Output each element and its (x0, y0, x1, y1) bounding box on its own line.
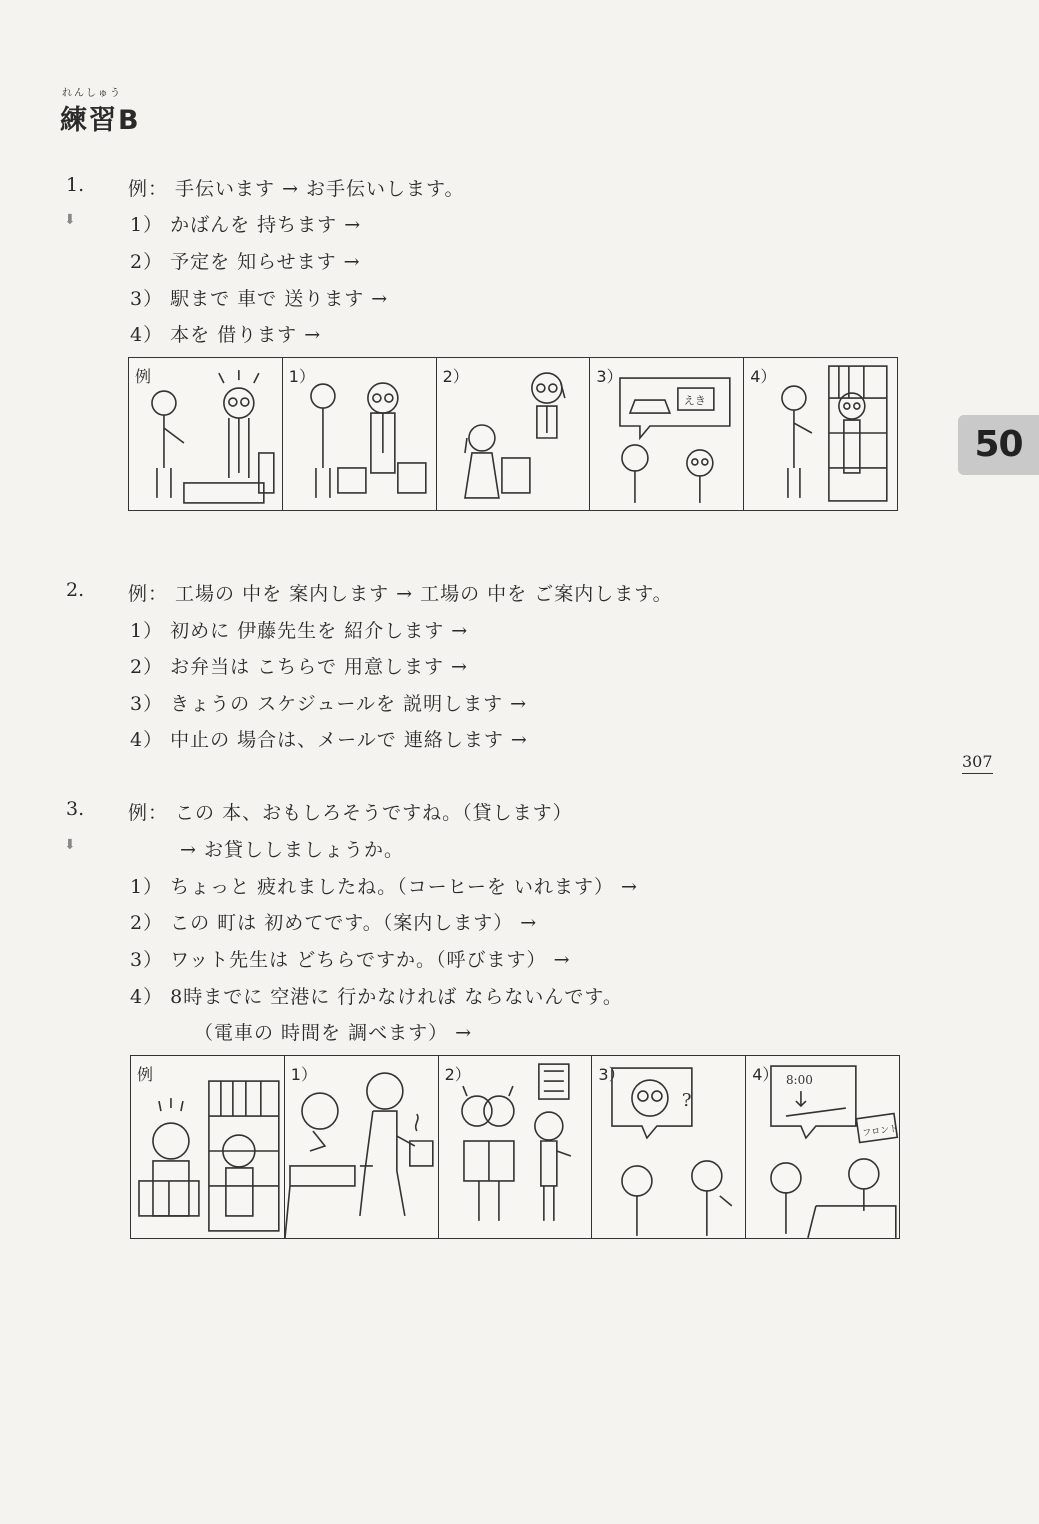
exercise-2-example: 例： 工場の 中を 案内します → 工場の 中を ご案内します。 (128, 583, 673, 605)
exercise-2-item: 4） 中止の 場合は、メールで 連絡します → (130, 729, 528, 751)
exercise-2-item: 1） 初めに 伊藤先生を 紹介します → (130, 620, 469, 642)
exercise-3-item: 2） この 町は 初めてです。（案内します） → (130, 912, 538, 934)
exercise-1-example: 例： 手伝います → お手伝いします。 (128, 178, 465, 200)
exercise-1-number: 1. (66, 174, 85, 196)
panel-label: 3） (598, 1065, 625, 1084)
illustration-panel (746, 1056, 899, 1238)
illustration-panel (285, 1056, 439, 1238)
call-teacher-illustration (592, 1056, 745, 1238)
illustration-panel (131, 1056, 285, 1238)
panel-label: 2） (442, 367, 469, 386)
down-arrow-icon: ⬇ (64, 212, 76, 228)
exercise-1-illustration-strip (128, 357, 898, 511)
exercise-3-item: 3） ワット先生は どちらですか。（呼びます） → (130, 949, 571, 971)
illustration-panel (283, 358, 437, 510)
town-map-illustration (439, 1056, 592, 1238)
drive-to-station-illustration (590, 358, 743, 510)
front-desk-sign-text: フロント (862, 1124, 899, 1140)
page-number: 307 (962, 752, 993, 774)
station-sign-text: えき (684, 394, 707, 408)
airport-schedule-illustration (746, 1056, 899, 1238)
panel-label: 4） (750, 367, 777, 386)
exercise-3-item: 4） 8時までに 空港に 行かなければ ならないんです。 (130, 986, 623, 1008)
exercise-1-item: 4） 本を 借ります → (130, 324, 322, 346)
clock-text: 8:00 (786, 1073, 814, 1088)
exercise-3-illustration-strip (130, 1055, 900, 1239)
exercise-2-item: 3） きょうの スケジュールを 説明します → (130, 693, 528, 715)
borrowing-book-illustration (744, 358, 897, 510)
illustration-panel (590, 358, 744, 510)
illustration-panel (439, 1056, 593, 1238)
panel-label: 例 (135, 367, 152, 386)
illustration-panel (437, 358, 591, 510)
panel-label: 1） (288, 367, 315, 386)
reading-book-illustration (131, 1056, 284, 1238)
exercise-1-item: 2） 予定を 知らせます → (130, 251, 361, 273)
exercise-2-item: 2） お弁当は こちらで 用意します → (130, 656, 468, 678)
exercise-3-item-continuation: （電車の 時間を 調べます） → (194, 1022, 473, 1044)
illustration-panel (129, 358, 283, 510)
panel-label: 3） (596, 367, 623, 386)
down-arrow-icon: ⬇ (64, 837, 76, 853)
carrying-bags-illustration (283, 358, 436, 510)
helping-illustration (129, 358, 282, 510)
phone-call-illustration (437, 358, 590, 510)
panel-label: 2） (444, 1065, 471, 1084)
panel-label: 例 (137, 1065, 154, 1084)
title-ruby: れんしゅう (62, 88, 122, 99)
exercise-1-item: 1） かばんを 持ちます → (130, 214, 362, 236)
illustration-panel (592, 1056, 746, 1238)
exercise-3-example-answer: → お貸ししましょうか。 (180, 839, 404, 861)
exercise-3-number: 3. (66, 798, 85, 820)
exercise-2-number: 2. (66, 579, 85, 601)
panel-label: 4） (752, 1065, 779, 1084)
svg-text:?: ? (682, 1090, 692, 1112)
exercise-3-example: 例： この 本、おもしろそうですね。（貸します） (128, 802, 573, 824)
panel-label: 1） (290, 1065, 317, 1084)
exercise-3-item: 1） ちょっと 疲れましたね。（コーヒーを いれます） → (130, 876, 638, 898)
coffee-illustration (285, 1056, 438, 1238)
chapter-tab (958, 415, 1039, 475)
illustration-panel (744, 358, 897, 510)
exercise-1-item: 3） 駅まで 車で 送ります → (130, 288, 389, 310)
chapter-number: 50 (974, 424, 1023, 465)
page-title: 練習B (60, 105, 141, 136)
